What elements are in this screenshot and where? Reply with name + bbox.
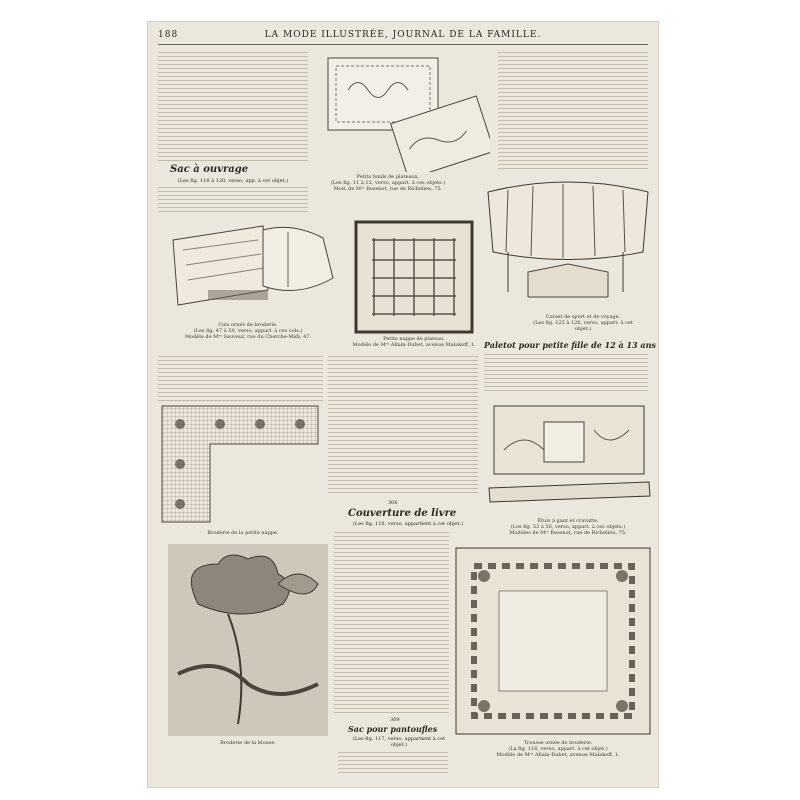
- caption-etuis: Étuis à gant et cravatte. (Les fig. 53 à 56, verso, appart. à ces objets.) Modèles de Mᵉˢ Rossnot, rue de Richelieu, 75.: [509, 518, 627, 536]
- corset-illustration: [478, 172, 653, 312]
- text-block: [328, 354, 478, 494]
- caption-ref: (Les fig. 118, verso, appartient à cet objet.): [352, 521, 464, 527]
- lace-border-illustration: [160, 404, 320, 524]
- text-block: [334, 530, 449, 714]
- caption-corset: Corset de sport et de voyage. (Les fig. 125 à 126, verso, appart. à cet objet.): [533, 314, 633, 332]
- section-title-couverture: Couverture de livre: [348, 508, 457, 519]
- caption-ref: (Les fig. 117, verso, appartient à cet objet.): [352, 736, 446, 748]
- text-block: [158, 185, 308, 215]
- caption-trousse: Trousse ornée de broderie. (La fig. 116, verso, appart. à cet objet.) Modèle de Mᵉˢ Allain-Dubet, avenue Malakoff, 1.: [496, 740, 620, 758]
- page-number: 188: [158, 30, 179, 40]
- section-title-paletot: Paletot pour petite fille de 12 à 13 ans: [484, 340, 656, 350]
- text-block: [484, 352, 648, 392]
- section-title-sac: Sac à ouvrage: [170, 164, 249, 175]
- embroidery-flower-illustration: [168, 544, 328, 736]
- caption-broderie-nappe: Broderie de la petite nappe.: [207, 530, 279, 536]
- text-block: [338, 750, 448, 774]
- caption-nappe: Petite nappe de plateau. Modèle de Mᵉˢ Allain-Dubet, avenue Malakoff, 1.: [352, 336, 476, 348]
- section-title-sac-pantoufles: Sac pour pantoufles: [348, 724, 438, 734]
- caption-petite-fonds: Petits fonds de plateaux. (Les fig. 11 à 12, verso, appart. à ces objets.) Mod. de Mᵉˢ Rossnot, rue de Richelieu, 75.: [330, 174, 446, 192]
- tray-cloth-illustration: [354, 220, 474, 334]
- magazine-page: [148, 22, 658, 787]
- header-rule: [158, 44, 648, 45]
- running-title: LA MODE ILLUSTRÉE, JOURNAL DE LA FAMILLE.: [264, 30, 542, 40]
- caption-broderie-blouse: Broderie de la blouse.: [220, 740, 276, 746]
- collars-illustration: [168, 220, 338, 318]
- fig-number: 306: [388, 500, 398, 506]
- glove-case-illustration: [484, 400, 654, 510]
- fig-number: 309: [390, 717, 400, 723]
- text-block: [158, 50, 308, 162]
- caption-ref: (Les fig. 116 à 120, verso, app. à cet objet.): [177, 178, 289, 184]
- trousse-illustration: [454, 546, 652, 736]
- caption-cols: Cols ornés de broderie. (Les fig. 47 à 50, verso, apparl. à ces cols.) Modèle de Mᵉˢ Sauveur, rue du Cherche-Midi, 47.: [184, 322, 312, 340]
- text-block: [158, 354, 323, 402]
- tray-mats-illustration: [308, 50, 490, 172]
- page-header: [158, 30, 648, 44]
- text-block: [498, 50, 648, 170]
